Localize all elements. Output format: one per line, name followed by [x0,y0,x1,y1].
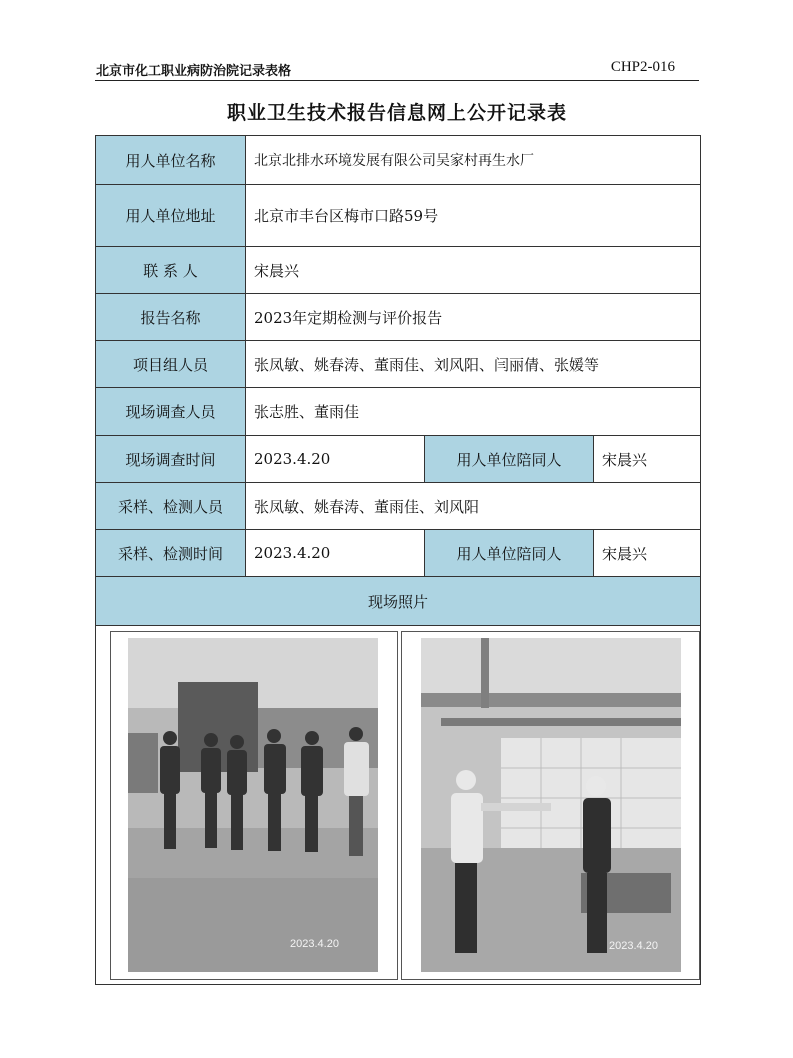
row-team-members [96,341,701,388]
row-survey-staff [96,388,701,436]
page-title: 职业卫生技术报告信息网上公开记录表 [226,102,567,124]
form-code: CHP2-016 [610,59,675,75]
report-name-value: 2023年定期检测与评价报告 [246,294,701,341]
sampling-time-value: 2023.4.20 [246,530,425,577]
contact-label: 联 系 人 [96,247,246,294]
header-divider [95,80,699,81]
sampling-time-label: 采样、检测时间 [96,530,246,577]
row-employer-name [96,136,701,185]
record-table [95,135,701,985]
row-employer-address [96,185,701,247]
row-report-name [96,294,701,341]
team-photo-image [128,638,378,972]
row-contact [96,247,701,294]
row-photos [96,626,701,985]
sampling-staff-value: 张凤敏、姚春涛、董雨佳、刘风阳 [246,483,701,530]
org-header: 北京市化工职业病防治院记录表格 [96,64,292,79]
survey-escort-value: 宋晨兴 [594,436,701,483]
sampling-escort-value: 宋晨兴 [594,530,701,577]
employer-address-value: 北京市丰台区梅市口路59号 [246,185,701,247]
survey-staff-value: 张志胜、董雨佳 [246,388,701,436]
contact-value: 宋晨兴 [246,247,701,294]
measurement-photo-image [421,638,681,972]
row-survey-time [96,436,701,483]
site-photo-team [128,638,378,972]
team-members-label: 项目组人员 [96,341,246,388]
photo-date-stamp-right: 2023.4.20 [609,940,658,952]
report-name-label: 报告名称 [96,294,246,341]
row-sampling-staff [96,483,701,530]
photos-cell [96,626,701,985]
employer-name-value: 北京北排水环境发展有限公司吴家村再生水厂 [246,136,701,185]
survey-time-value: 2023.4.20 [246,436,425,483]
team-members-value: 张凤敏、姚春涛、董雨佳、刘风阳、闫丽倩、张媛等 [246,341,701,388]
photo-date-stamp-left: 2023.4.20 [290,938,339,950]
survey-staff-label: 现场调查人员 [96,388,246,436]
survey-time-label: 现场调查时间 [96,436,246,483]
employer-name-label: 用人单位名称 [96,136,246,185]
site-photo-measurement [421,638,681,972]
row-photos-header [96,577,701,626]
row-sampling-time [96,530,701,577]
photos-header: 现场照片 [96,577,701,626]
employer-address-label: 用人单位地址 [96,185,246,247]
sampling-escort-label: 用人单位陪同人 [425,530,594,577]
survey-escort-label: 用人单位陪同人 [425,436,594,483]
sampling-staff-label: 采样、检测人员 [96,483,246,530]
